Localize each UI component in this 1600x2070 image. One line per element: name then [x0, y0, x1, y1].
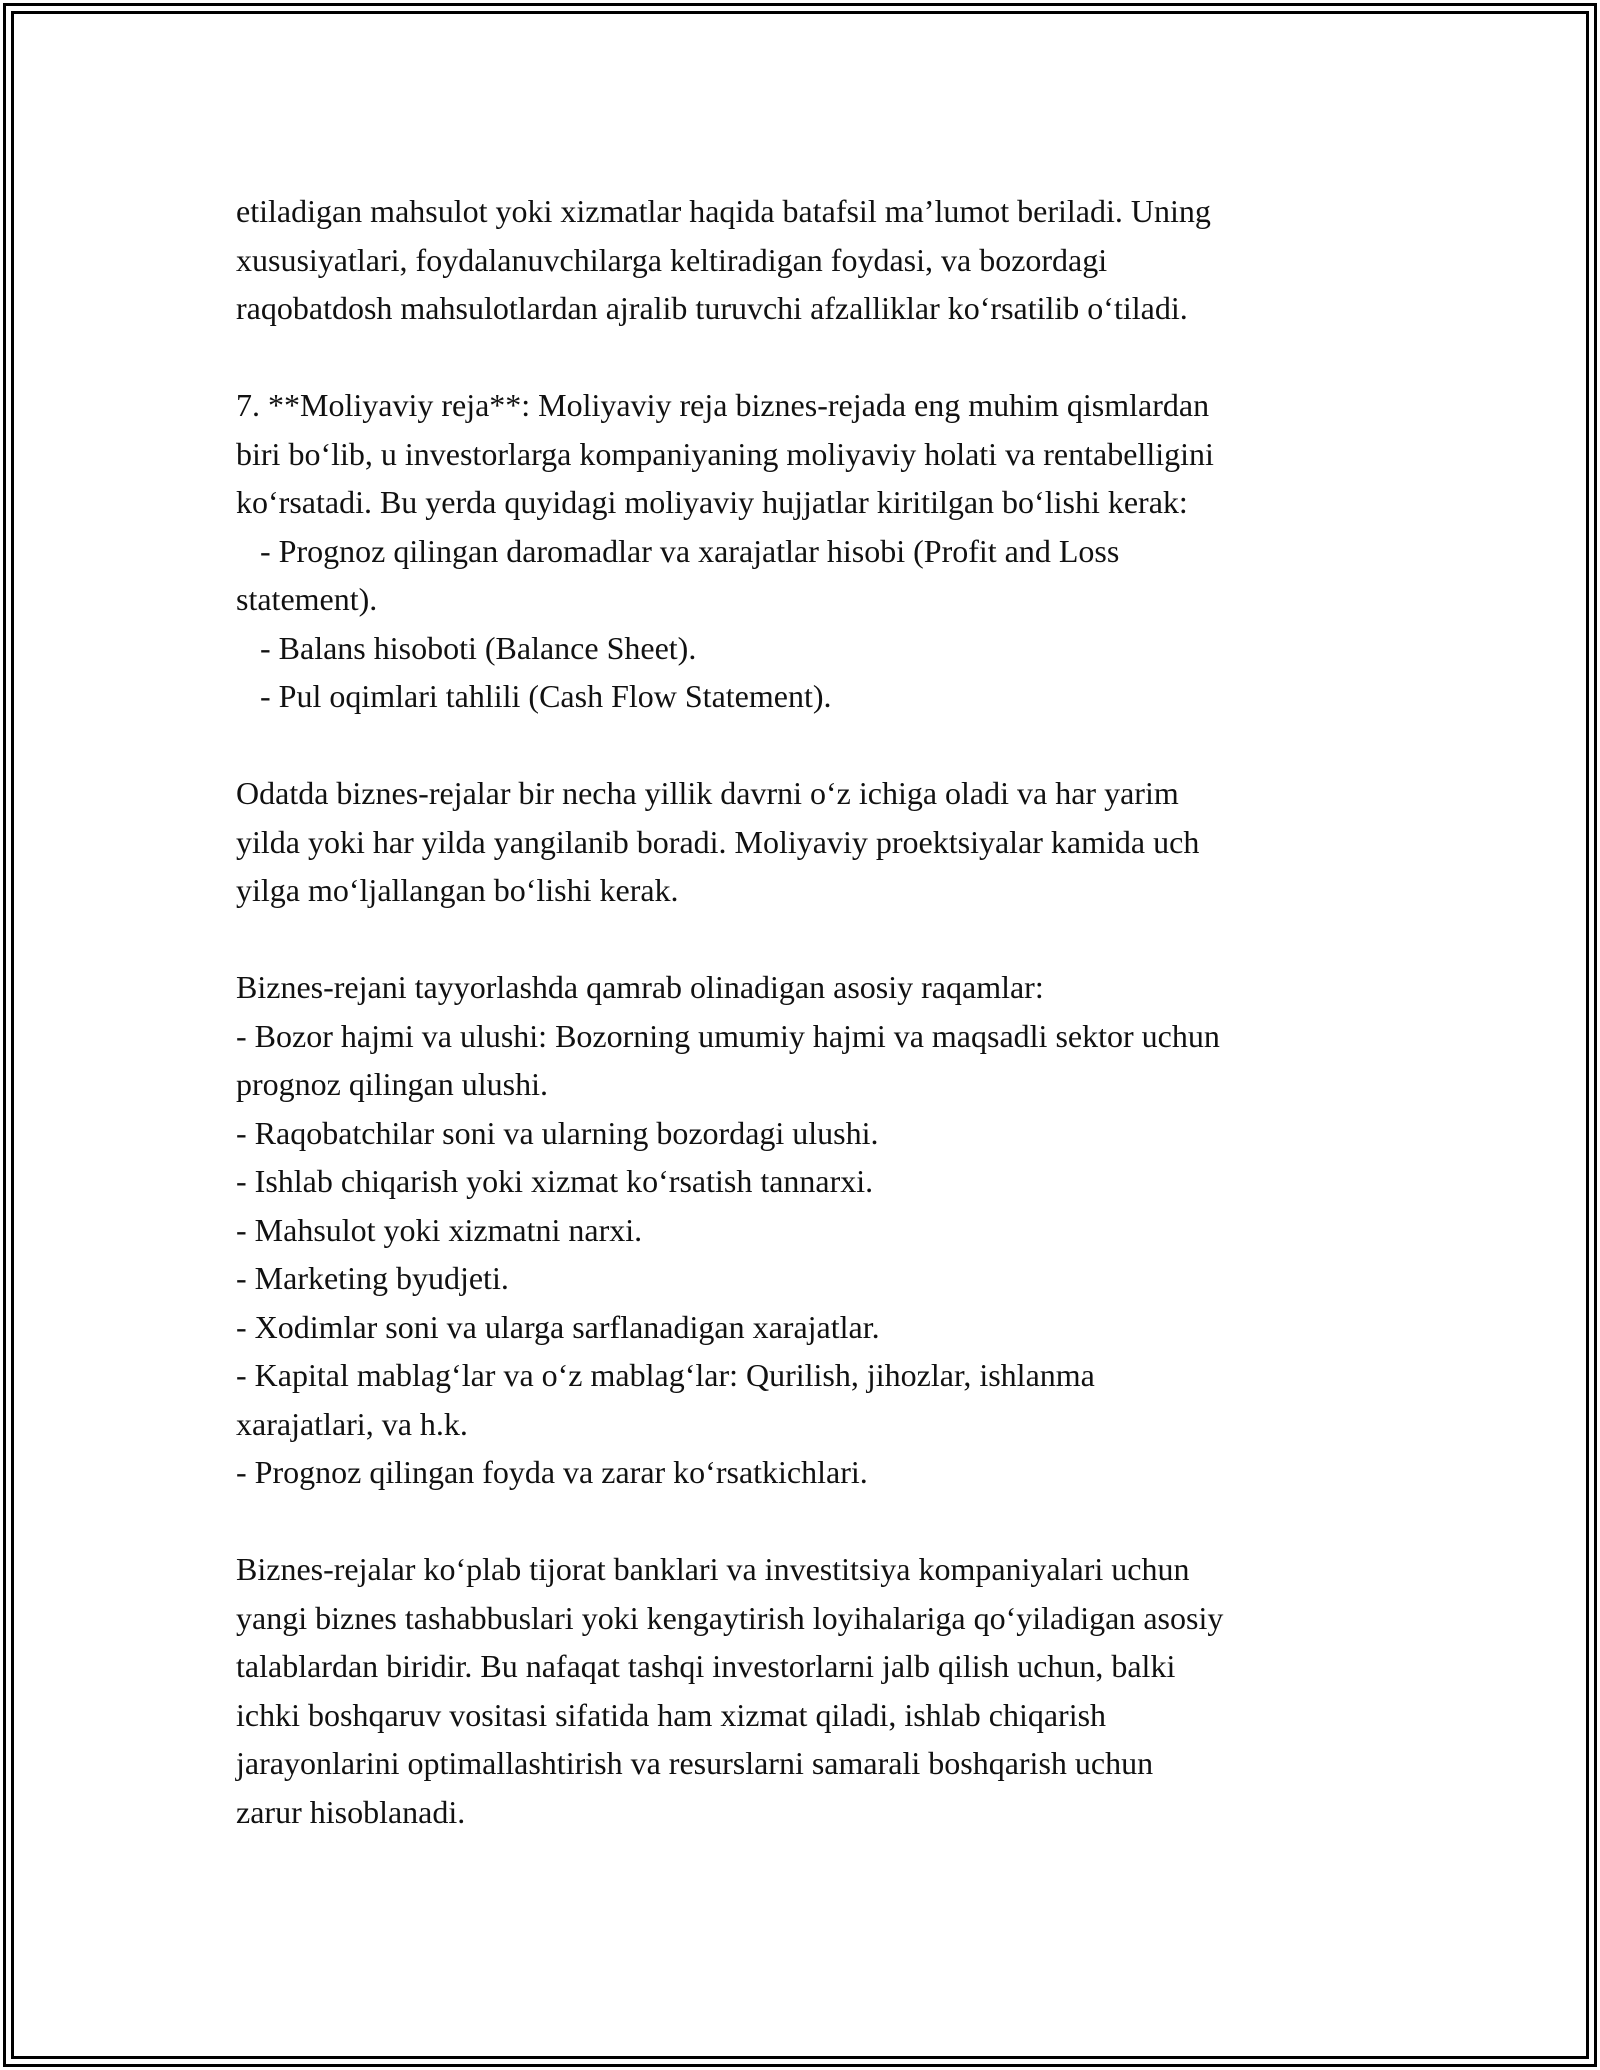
- paragraph-key-figures: [236, 963, 1386, 1497]
- text-line: Biznes-rejalar koʻplab tijorat banklari va investitsiya kompaniyalari uchun: [236, 1551, 1190, 1587]
- paragraph-spacer: [236, 333, 1386, 382]
- list-item: - Prognoz qilingan daromadlar va xarajatlar hisobi (Profit and Loss: [236, 532, 1120, 569]
- list-item: - Balans hisoboti (Balance Sheet).: [236, 629, 697, 666]
- paragraph-financial-plan: [236, 381, 1386, 721]
- list-item: - Xodimlar soni va ularga sarflanadigan xarajatlar.: [236, 1308, 880, 1345]
- paragraph-spacer: [236, 721, 1386, 770]
- paragraph-spacer: [236, 915, 1386, 964]
- list-item: - Mahsulot yoki xizmatni narxi.: [236, 1211, 643, 1248]
- list-item: - Pul oqimlari tahlili (Cash Flow Statement).: [236, 678, 832, 714]
- text-line: zarur hisoblanadi.: [236, 1793, 466, 1830]
- list-item: - Kapital mablagʻlar va oʻz mablagʻlar: Qurilish, jihozlar, ishlanma: [236, 1357, 1095, 1393]
- text-line: koʻrsatadi. Bu yerda quyidagi moliyaviy hujjatlar kiritilgan boʻlishi kerak:: [236, 484, 1188, 520]
- text-line: Odatda biznes-rejalar bir necha yillik davrni oʻz ichiga oladi va har yarim: [236, 775, 1179, 811]
- text-line: statement).: [236, 581, 378, 617]
- list-item: - Prognoz qilingan foyda va zarar koʻrsatkichlari.: [236, 1454, 868, 1490]
- text-line: yangi biznes tashabbuslari yoki kengaytirish loyihalariga qoʻyiladigan asosiy: [236, 1599, 1224, 1636]
- text-line: Biznes-rejani tayyorlashda qamrab olinadigan asosiy raqamlar:: [236, 969, 1044, 1005]
- text-line: yilga moʻljallangan boʻlishi kerak.: [236, 872, 679, 908]
- paragraph-conclusion: [236, 1545, 1386, 1836]
- text-line: xarajatlari, va h.k.: [236, 1405, 468, 1442]
- text-line: ichki boshqaruv vositasi sifatida ham xizmat qiladi, ishlab chiqarish: [236, 1696, 1107, 1733]
- text-line: prognoz qilingan ulushi.: [236, 1066, 548, 1102]
- text-line: xususiyatlari, foydalanuvchilarga keltiradigan foydasi, va bozordagi: [236, 241, 1108, 278]
- text-line: jarayonlarini optimallashtirish va resurslarni samarali boshqarish uchun: [236, 1745, 1154, 1781]
- text-line: raqobatdosh mahsulotlardan ajralib turuvchi afzalliklar koʻrsatilib oʻtiladi.: [236, 290, 1188, 326]
- text-line: 7. **Moliyaviy reja**: Moliyaviy reja biznes-rejada eng muhim qismlardan: [236, 387, 1210, 423]
- text-line: biri boʻlib, u investorlarga kompaniyaning moliyaviy holati va rentabelligini: [236, 435, 1214, 472]
- text-line: talablardan biridir. Bu nafaqat tashqi investorlarni jalb qilish uchun, balki: [236, 1648, 1176, 1684]
- list-item: - Marketing byudjeti.: [236, 1260, 509, 1296]
- document-body: [236, 187, 1386, 1836]
- paragraph-plan-period: [236, 769, 1386, 915]
- list-item: - Raqobatchilar soni va ularning bozordagi ulushi.: [236, 1114, 879, 1151]
- text-line: etiladigan mahsulot yoki xizmatlar haqida batafsil ma’lumot beriladi. Uning: [236, 193, 1211, 229]
- list-item: - Ishlab chiqarish yoki xizmat koʻrsatish tannarxi.: [236, 1163, 874, 1199]
- list-item: - Bozor hajmi va ulushi: Bozorning umumiy hajmi va maqsadli sektor uchun: [236, 1017, 1220, 1054]
- text-line: yilda yoki har yilda yangilanib boradi. Moliyaviy proektsiyalar kamida uch: [236, 823, 1200, 860]
- paragraph-product-description: [236, 187, 1386, 333]
- paragraph-spacer: [236, 1497, 1386, 1546]
